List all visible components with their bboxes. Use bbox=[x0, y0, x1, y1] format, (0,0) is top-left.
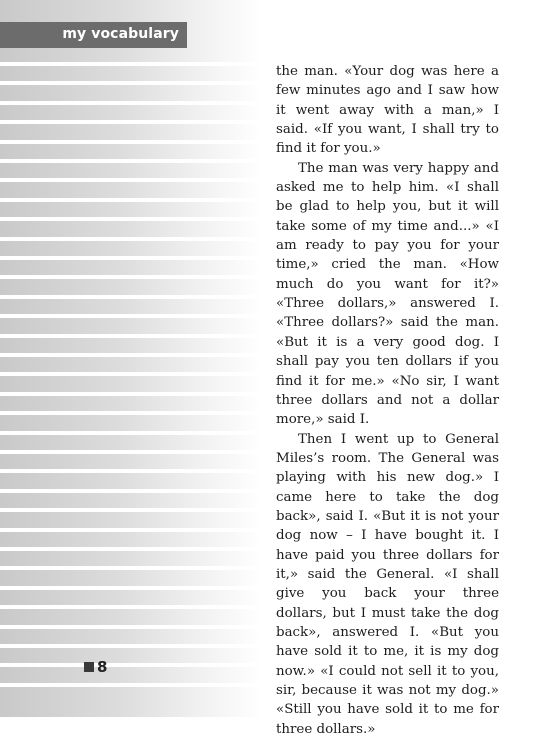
ruled-line bbox=[0, 62, 262, 66]
ruled-line bbox=[0, 411, 262, 415]
ruled-line bbox=[0, 605, 262, 609]
page-marker-square bbox=[84, 662, 94, 672]
ruled-line bbox=[0, 295, 262, 299]
paragraph-1: the man. «Your dog was here a few minutes ago and I saw how it went away with a man,» I said. «If you want, I shall try to find it for you.» bbox=[276, 64, 499, 157]
ruled-line bbox=[0, 159, 262, 163]
ruled-line bbox=[0, 508, 262, 512]
ruled-line bbox=[0, 663, 262, 667]
ruled-line bbox=[0, 198, 262, 202]
ruled-line bbox=[0, 120, 262, 124]
ruled-line bbox=[0, 140, 262, 144]
ruled-line bbox=[0, 683, 262, 687]
ruled-line bbox=[0, 528, 262, 532]
ruled-line bbox=[0, 392, 262, 396]
page-number-text: 8 bbox=[97, 658, 108, 676]
ruled-line bbox=[0, 586, 262, 590]
ruled-line bbox=[0, 275, 262, 279]
ruled-line bbox=[0, 256, 262, 260]
story-text bbox=[276, 62, 499, 739]
ruled-line bbox=[0, 489, 262, 493]
ruled-line bbox=[0, 101, 262, 105]
ruled-line bbox=[0, 625, 262, 629]
ruled-line bbox=[0, 431, 262, 435]
ruled-line bbox=[0, 217, 262, 221]
ruled-line bbox=[0, 547, 262, 551]
ruled-line bbox=[0, 237, 262, 241]
ruled-line bbox=[0, 469, 262, 473]
paragraph-3: Then I went up to General Miles’s room. The General was playing with his new dog.» I came here to take the dog back», said I. «But it is not your dog now – I have bought it. I have paid you three dollars for it,» said the General. «I shall give you back your three dollars, but I must take the dog back», answered I. «But you have sold it to me, it is my dog now.» «I could not sell it to you, sir, because it was not my dog.» «Still you have sold it to me for three dollars.» bbox=[276, 431, 499, 737]
ruled-line bbox=[0, 450, 262, 454]
ruled-line bbox=[0, 353, 262, 357]
ruled-line bbox=[0, 178, 262, 182]
paragraph-2: The man was very happy and asked me to help him. «I shall be glad to help you, but it will take some of my time and...» «I am ready to pay you for your time,» cried the man. «How much do you want for it?» «Three dollars,» answered I. «Three dollars?» said the man. «But it is a very good dog. I shall pay you ten dollars if you find it for me.» «No sir, I want three dollars and not a dollar more,» said I. bbox=[276, 160, 499, 428]
ruled-line bbox=[0, 566, 262, 570]
vocabulary-sidebar bbox=[0, 0, 262, 717]
ruled-line bbox=[0, 81, 262, 85]
ruled-line bbox=[0, 314, 262, 318]
ruled-line bbox=[0, 644, 262, 648]
vocabulary-header bbox=[0, 22, 187, 48]
ruled-line bbox=[0, 372, 262, 376]
ruled-line bbox=[0, 334, 262, 338]
vocabulary-title: my vocabulary bbox=[62, 26, 179, 42]
